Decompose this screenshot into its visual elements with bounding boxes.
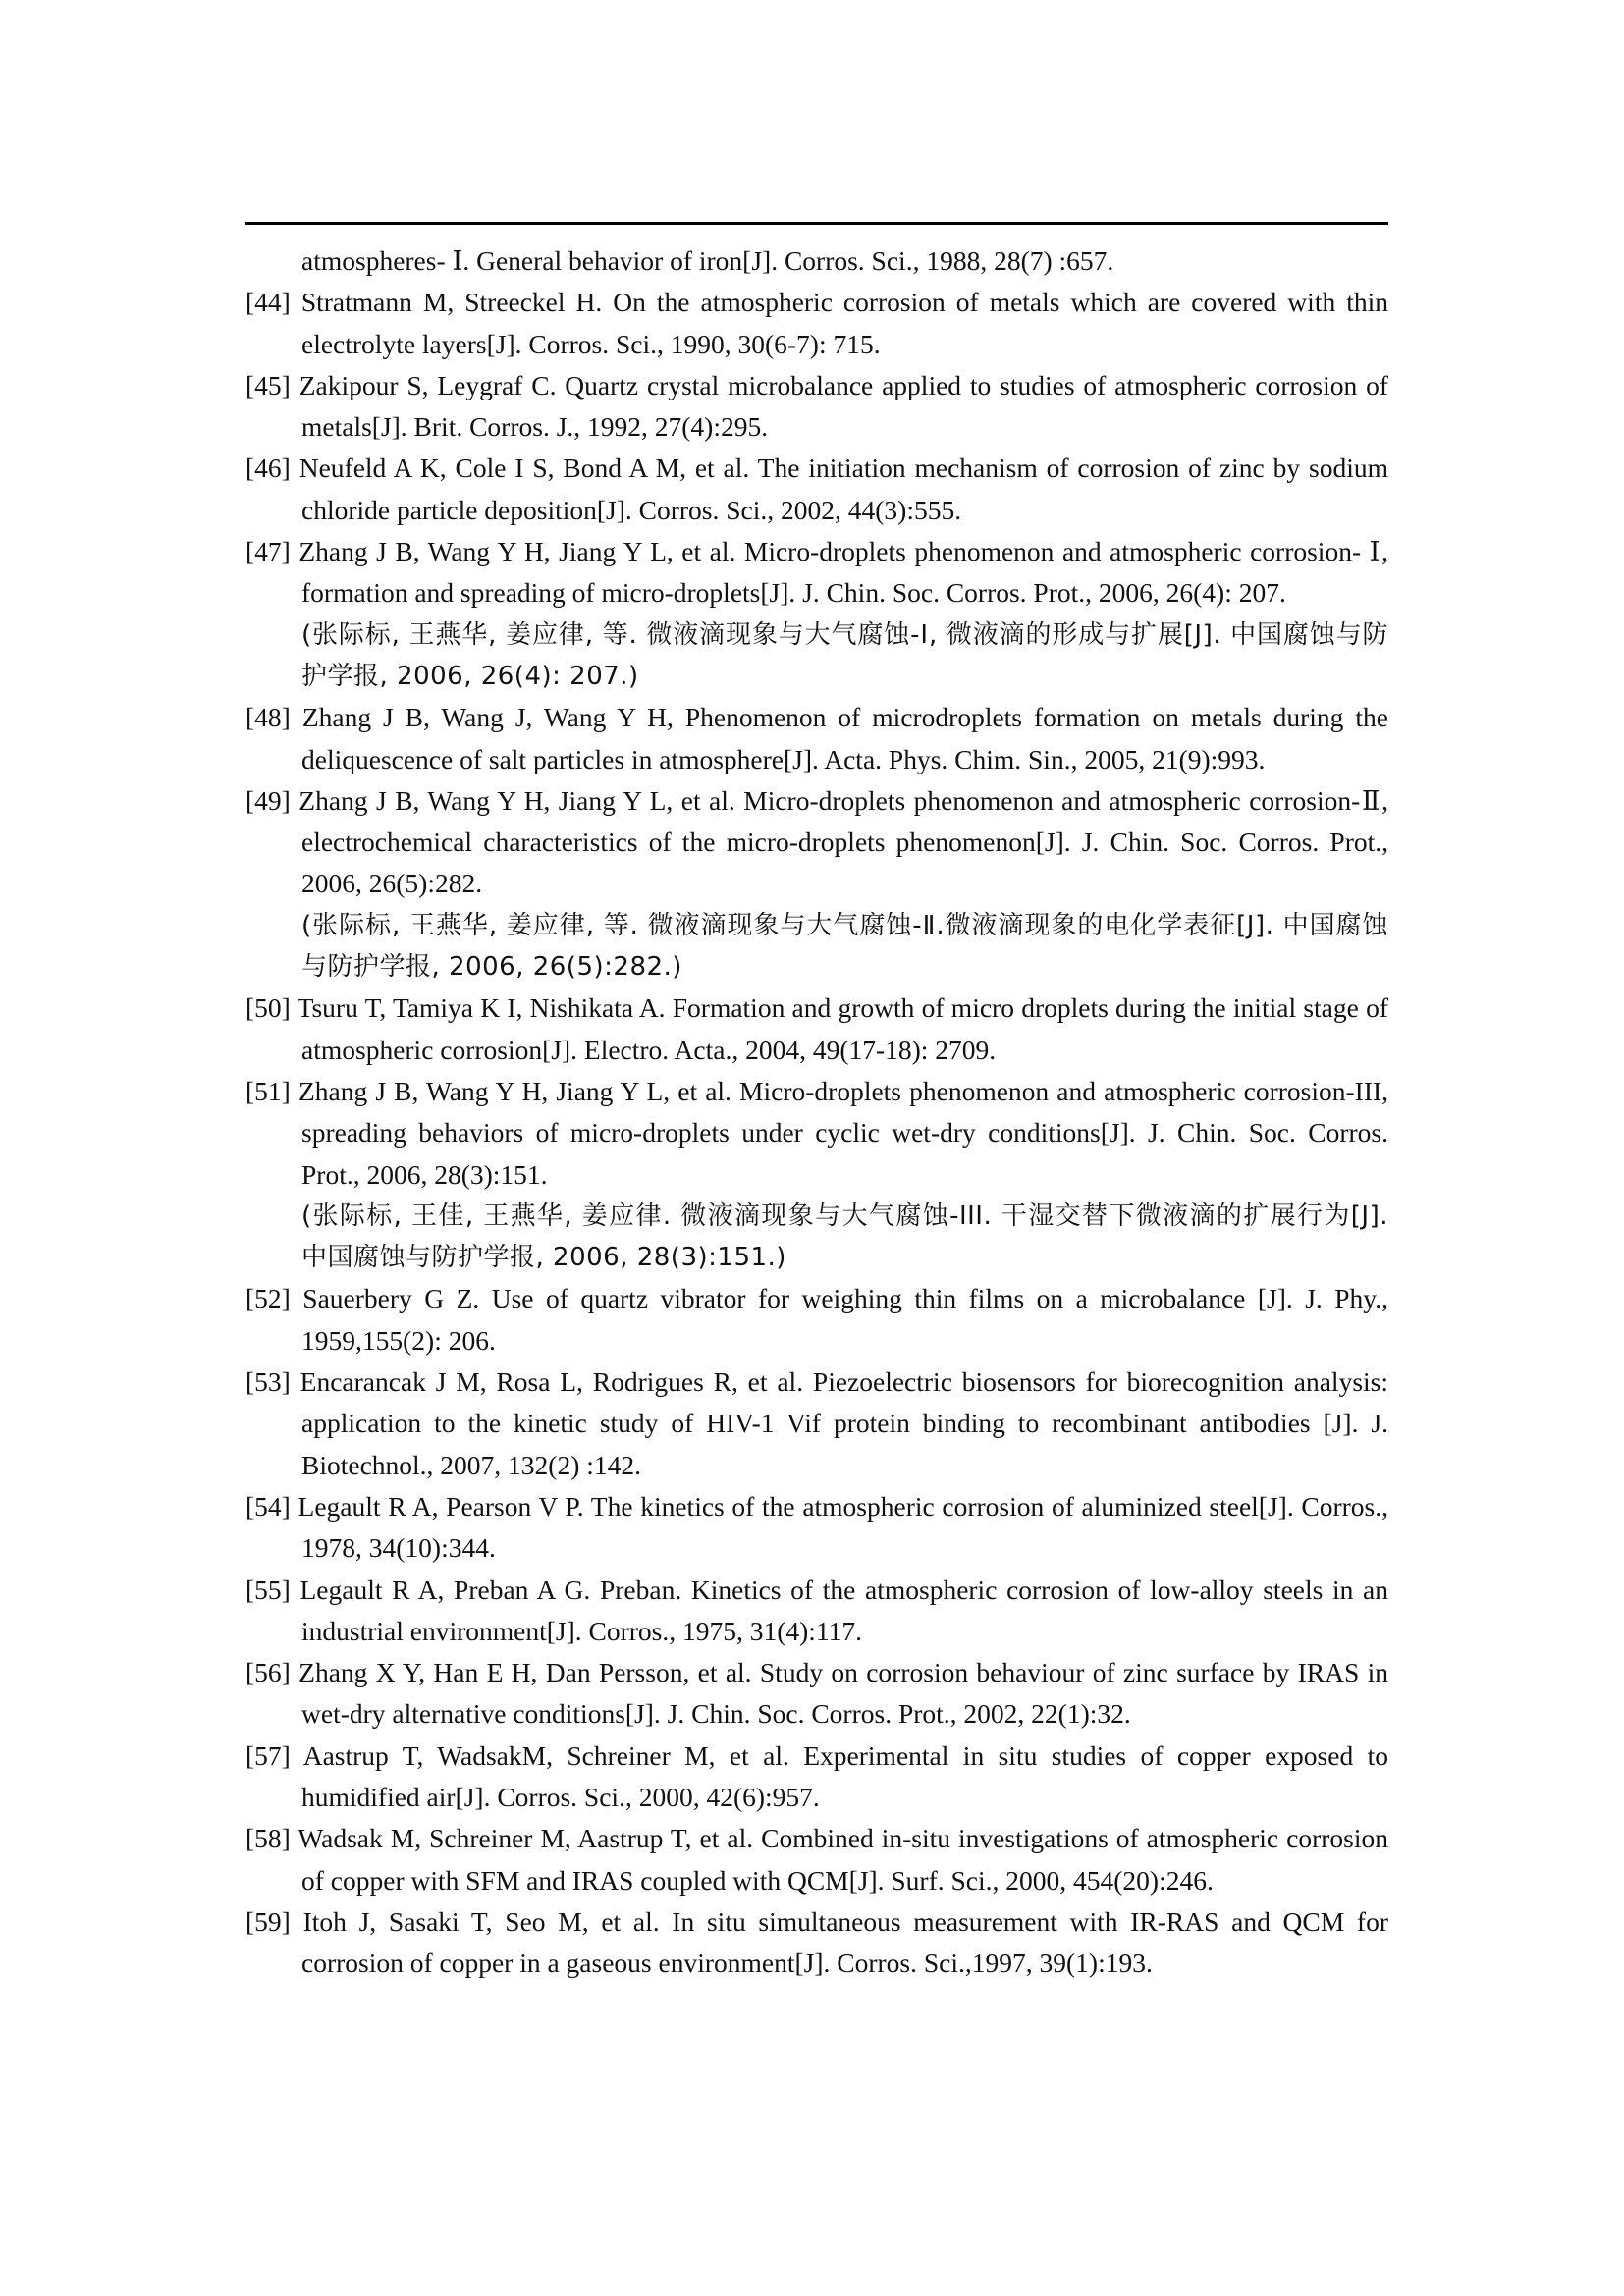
reference-number: [56] bbox=[245, 1657, 291, 1688]
reference-item bbox=[245, 1486, 1388, 1570]
reference-text: Zhang J B, Wang Y H, Jiang Y L, et al. Micro-droplets phenomenon and atmospheric corrosion-III, spreading behaviors of micro-droplets under cyclic wet-dry conditions[J]. J. Chin. Soc. Corros. Prot., 2006, 28(3):151. bbox=[298, 1075, 1389, 1190]
reference-text: Legault R A, Pearson V P. The kinetics of the atmospheric corrosion of aluminized steel[J]. Corros., 1978, 34(10):344. bbox=[298, 1490, 1389, 1564]
reference-item bbox=[245, 365, 1388, 449]
reference-item bbox=[245, 1362, 1388, 1486]
reference-number: [59] bbox=[245, 1905, 291, 1937]
reference-item bbox=[245, 1901, 1388, 1985]
reference-list bbox=[245, 240, 1388, 1984]
reference-item bbox=[245, 1735, 1388, 1819]
reference-item bbox=[245, 448, 1388, 531]
reference-item bbox=[245, 988, 1388, 1071]
reference-number: [58] bbox=[245, 1823, 291, 1854]
reference-number: [49] bbox=[245, 784, 291, 816]
reference-item bbox=[245, 1818, 1388, 1901]
reference-number: [45] bbox=[245, 369, 291, 400]
reference-number: [57] bbox=[245, 1739, 291, 1771]
reference-number: [51] bbox=[245, 1075, 291, 1106]
reference-number: [48] bbox=[245, 702, 291, 733]
reference-item bbox=[245, 531, 1388, 614]
reference-number: [46] bbox=[245, 453, 291, 484]
reference-number: [55] bbox=[245, 1574, 291, 1605]
reference-number: [53] bbox=[245, 1366, 291, 1398]
reference-text: Zhang J B, Wang J, Wang Y H, Phenomenon of microdroplets formation on metals during the deliquescence of salt particles in atmosphere[J]. Acta. Phys. Chim. Sin., 2005, 21(9):993. bbox=[301, 702, 1388, 774]
reference-item bbox=[245, 1278, 1388, 1362]
reference-text: Wadsak M, Schreiner M, Aastrup T, et al. Combined in-situ investigations of atmospheric corrosion of copper with SFM and IRAS coupled with QCM[J]. Surf. Sci., 2000, 454(20):246. bbox=[298, 1823, 1388, 1896]
reference-text: Sauerbery G Z. Use of quartz vibrator for weighing thin films on a microbalance [J]. J. Phy., 1959,155(2): 206. bbox=[301, 1283, 1388, 1356]
reference-text: Neufeld A K, Cole I S, Bond A M, et al. The initiation mechanism of corrosion of zinc by sodium chloride particle deposition[J]. Corros. Sci., 2002, 44(3):555. bbox=[298, 453, 1389, 525]
reference-chinese-translation: (张际标, 王燕华, 姜应律, 等. 微液滴现象与大气腐蚀-Ⅱ.微液滴现象的电化学表征[J]. 中国腐蚀与防护学报, 2006, 26(5):282.) bbox=[301, 910, 1388, 983]
reference-text: Aastrup T, WadsakM, Schreiner M, et al. Experimental in situ studies of copper exposed to humidified air[J]. Corros. Sci., 2000, 42(6):957. bbox=[301, 1739, 1389, 1812]
reference-text: Tsuru T, Tamiya K I, Nishikata A. Formation and growth of micro droplets during the initial stage of atmospheric corrosion[J]. Electro. Acta., 2004, 49(17-18): 2709. bbox=[297, 992, 1388, 1065]
reference-number: [52] bbox=[245, 1283, 291, 1314]
reference-text: Zakipour S, Leygraf C. Quartz crystal microbalance applied to studies of atmospheric corrosion of metals[J]. Brit. Corros. J., 1992, 27(4):295. bbox=[298, 369, 1389, 443]
reference-number: [44] bbox=[245, 287, 291, 318]
reference-item bbox=[245, 1570, 1388, 1653]
reference-text: Itoh J, Sasaki T, Seo M, et al. In situ simultaneous measurement with IR-RAS and QCM for corrosion of copper in a gaseous environment[J]. Corros. Sci.,1997, 39(1):193. bbox=[301, 1905, 1389, 1979]
reference-item bbox=[245, 780, 1388, 905]
header-rule bbox=[245, 222, 1388, 225]
reference-item bbox=[245, 697, 1388, 780]
reference-number: [54] bbox=[245, 1490, 291, 1522]
reference-text: Encarancak J M, Rosa L, Rodrigues R, et al. Piezoelectric biosensors for biorecognition analysis: application to the kinetic study of HIV-1 Vif protein binding to recombinant antibodies [J]. J. Biotechnol., 2007, 132(2) :142. bbox=[299, 1366, 1389, 1480]
reference-entries bbox=[245, 282, 1388, 1984]
reference-chinese-translation: (张际标, 王燕华, 姜应律, 等. 微液滴现象与大气腐蚀-Ⅰ, 微液滴的形成与扩展[J]. 中国腐蚀与防护学报, 2006, 26(4): 207.) bbox=[301, 619, 1388, 691]
reference-chinese-translation: (张际标, 王佳, 王燕华, 姜应律. 微液滴现象与大气腐蚀-III. 干湿交替下微液滴的扩展行为[J]. 中国腐蚀与防护学报, 2006, 28(3):151.) bbox=[301, 1201, 1388, 1273]
reference-item bbox=[245, 1652, 1388, 1735]
reference-item bbox=[245, 1071, 1388, 1196]
reference-text: Zhang X Y, Han E H, Dan Persson, et al. Study on corrosion behaviour of zinc surface by IRAS in wet-dry alternative conditions[J]. J. Chin. Soc. Corros. Prot., 2002, 22(1):32. bbox=[298, 1657, 1388, 1730]
reference-text: Zhang J B, Wang Y H, Jiang Y L, et al. Micro-droplets phenomenon and atmospheric corrosion-Ⅱ, electrochemical characteristics of the micro-droplets phenomenon[J]. J. Chin. Soc. Corros. Prot., 2006, 26(5):282. bbox=[298, 784, 1389, 899]
reference-number: [50] bbox=[245, 992, 291, 1024]
reference-item bbox=[245, 282, 1388, 365]
reference-text: Legault R A, Preban A G. Preban. Kinetics of the atmospheric corrosion of low-alloy steels in an industrial environment[J]. Corros., 1975, 31(4):117. bbox=[299, 1574, 1388, 1646]
reference-text: Stratmann M, Streeckel H. On the atmospheric corrosion of metals which are covered with thin electrolyte layers[J]. Corros. Sci., 1990, 30(6-7): 715. bbox=[300, 287, 1388, 359]
reference-number: [47] bbox=[245, 536, 291, 567]
reference-continuation: atmospheres- Ⅰ. General behavior of iron[J]. Corros. Sci., 1988, 28(7) :657. bbox=[301, 245, 1114, 276]
reference-text: Zhang J B, Wang Y H, Jiang Y L, et al. Micro-droplets phenomenon and atmospheric corrosion- Ⅰ, formation and spreading of micro-droplets[J]. J. Chin. Soc. Corros. Prot., 2006, 26(4): 207. bbox=[298, 536, 1389, 609]
